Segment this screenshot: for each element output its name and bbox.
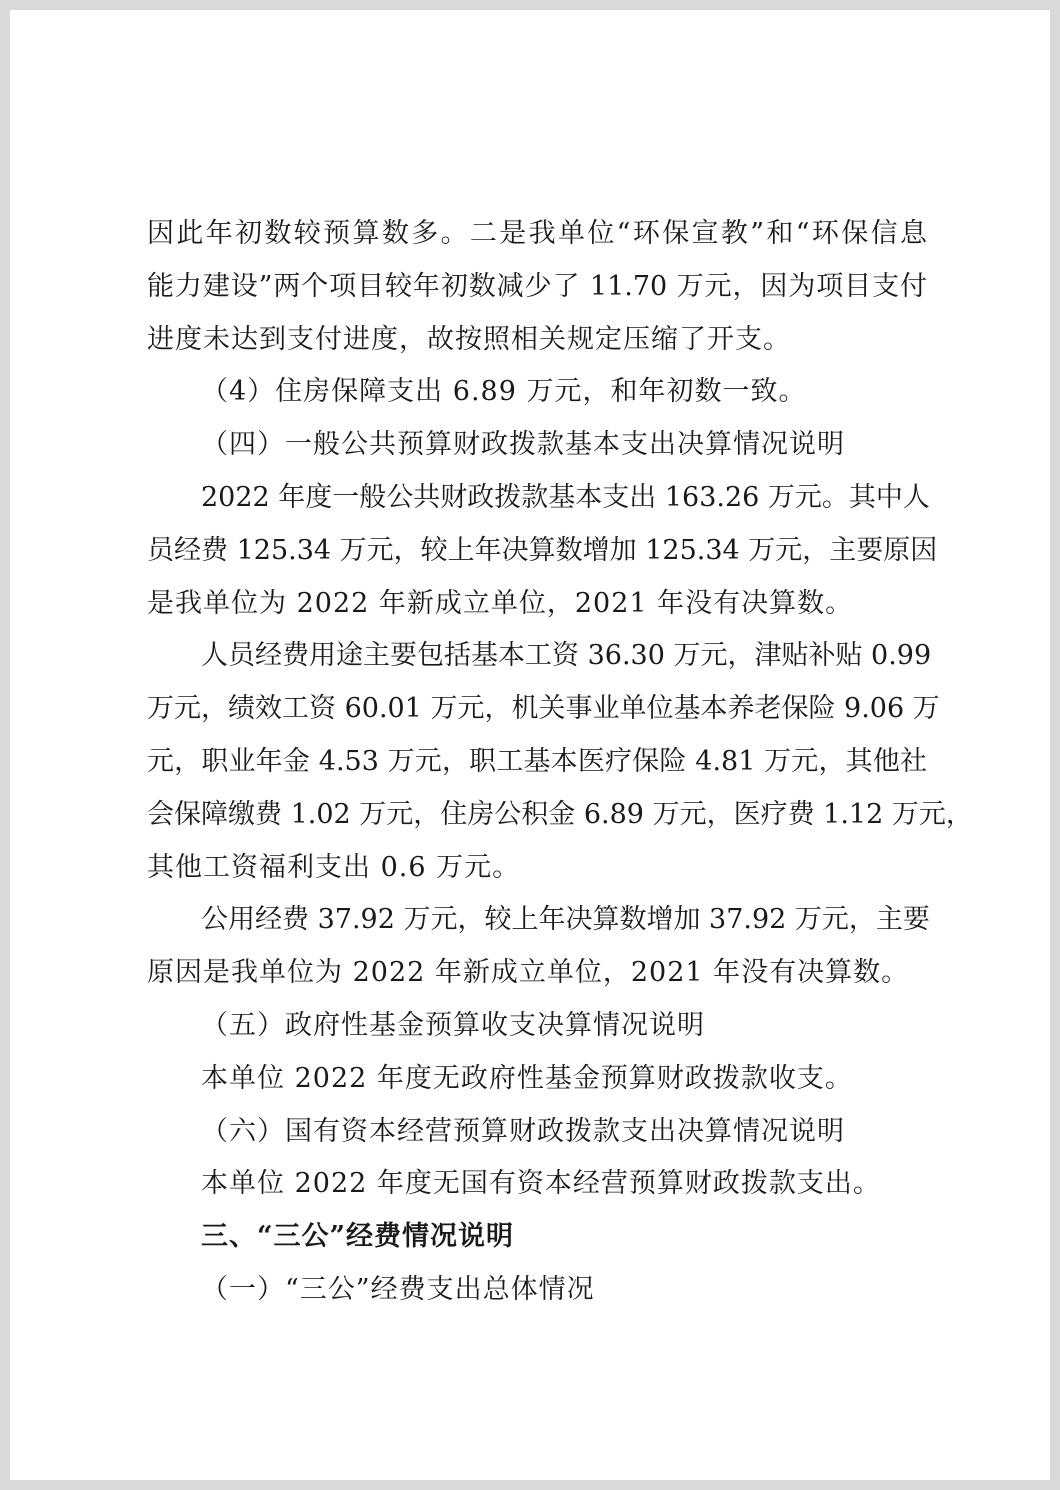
text-line: 进度未达到支付进度，故按照相关规定压缩了开支。 (147, 323, 791, 355)
text-line: 因此年初数较预算数多。二是我单位“环保宣教”和“环保信息 (147, 218, 927, 249)
text-line: 公用经费 37.92 万元，较上年决算数增加 37.92 万元，主要 (201, 904, 930, 936)
document-page (10, 10, 1050, 1480)
text-line: 员经费 125.34 万元，较上年决算数增加 125.34 万元，主要原因 (147, 534, 938, 566)
section-heading: （一）“三公”经费支出总体情况 (201, 1273, 595, 1305)
text-line: 其他工资福利支出 0.6 万元。 (147, 851, 521, 883)
text-line: 万元，绩效工资 60.01 万元，机关事业单位基本养老保险 9.06 万 (147, 693, 940, 725)
text-line: 是我单位为 2022 年新成立单位，2021 年没有决算数。 (147, 587, 854, 619)
text-line: 会保障缴费 1.02 万元，住房公积金 6.89 万元，医疗费 1.12 万元， (147, 798, 973, 830)
section-heading: （六）国有资本经营预算财政拨款支出决算情况说明 (201, 1115, 845, 1147)
text-line: 本单位 2022 年度无政府性基金预算财政拨款收支。 (201, 1062, 853, 1094)
text-line: 原因是我单位为 2022 年新成立单位，2021 年没有决算数。 (147, 957, 910, 989)
text-line: 本单位 2022 年度无国有资本经营预算财政拨款支出。 (201, 1168, 881, 1200)
chapter-heading: 三、“三公”经费情况说明 (201, 1221, 515, 1253)
text-line: 能力建设”两个项目较年初数减少了 11.70 万元，因为项目支付 (147, 270, 927, 302)
section-heading: （四）一般公共预算财政拨款基本支出决算情况说明 (201, 429, 845, 461)
text-line: 2022 年度一般公共财政拨款基本支出 163.26 万元。其中人 (201, 481, 930, 513)
text-line: （4）住房保障支出 6.89 万元，和年初数一致。 (201, 376, 807, 408)
section-heading: （五）政府性基金预算收支决算情况说明 (201, 1009, 705, 1041)
text-line: 元，职业年金 4.53 万元，职工基本医疗保险 4.81 万元，其他社 (147, 745, 927, 777)
text-line: 人员经费用途主要包括基本工资 36.30 万元，津贴补贴 0.99 (201, 640, 932, 672)
document-body (147, 208, 973, 1317)
